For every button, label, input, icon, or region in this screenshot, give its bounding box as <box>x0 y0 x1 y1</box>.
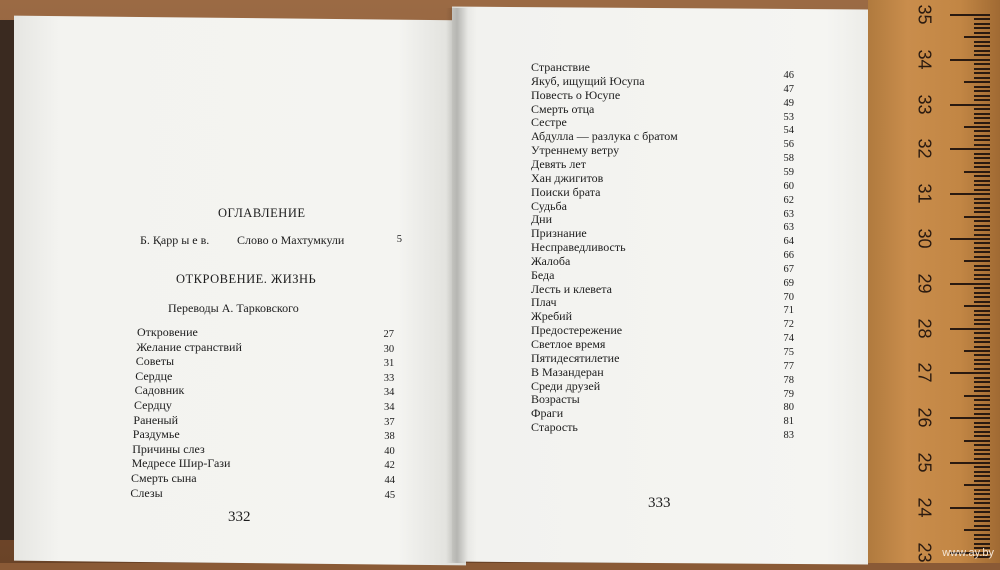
ruler-tick <box>974 489 990 491</box>
toc-entry-page: 75 <box>783 347 794 358</box>
toc-entry-title: Медресе Шир-Гази <box>131 456 231 471</box>
toc-entry-title: Фраги <box>531 406 564 421</box>
ruler-tick <box>974 399 990 401</box>
toc-entry-page: 47 <box>783 83 794 95</box>
toc-entry-page: 58 <box>783 153 794 165</box>
ruler-tick <box>974 63 990 65</box>
ruler-tick <box>974 287 990 289</box>
ruler-tick <box>974 130 990 132</box>
toc-entry-page: 63 <box>783 208 794 220</box>
toc-entry-title: Слезы <box>130 485 163 500</box>
ruler-tick <box>974 292 990 294</box>
ruler-tick <box>974 144 990 146</box>
toc-entry-page: 63 <box>783 222 794 234</box>
toc-entry-title: Судьба <box>531 198 567 213</box>
ruler-tick <box>974 166 990 168</box>
toc-entry-title: Абдулла — разлука с братом <box>531 129 678 144</box>
toc-entry-page: 33 <box>383 372 395 384</box>
toc-entry-title: Поиски брата <box>531 184 601 199</box>
toc-entry-page: 34 <box>384 402 395 413</box>
toc-entry-title: Сестре <box>531 115 567 130</box>
intro-page: 5 <box>396 234 402 245</box>
toc-entry-page: 83 <box>783 430 794 442</box>
ruler-tick <box>974 274 990 276</box>
ruler-label: 29 <box>914 273 935 294</box>
toc-entry-title: Раздумье <box>132 427 180 442</box>
toc-entry-title: Причины слез <box>132 441 205 456</box>
ruler-tick <box>974 41 990 43</box>
ruler-label: 33 <box>914 94 935 115</box>
toc-entry-page: 49 <box>783 97 794 109</box>
toc-entry-page: 44 <box>384 475 395 486</box>
toc-entry-title: Жалоба <box>531 253 571 268</box>
toc-entry-title: Смерть сына <box>131 471 197 485</box>
ruler-tick <box>974 23 990 25</box>
ruler-tick <box>974 475 990 477</box>
ruler-tick <box>950 59 990 61</box>
ruler-tick <box>964 350 990 352</box>
toc-entry-title: Пятидесятилетие <box>531 350 620 365</box>
ruler-label: 31 <box>914 183 935 204</box>
toc-entry-page: 27 <box>383 329 394 340</box>
toc-heading: ОГЛАВЛЕНИЕ <box>218 206 306 220</box>
ruler-tick <box>974 27 990 29</box>
ruler-tick <box>974 265 990 267</box>
ruler-label: 32 <box>914 138 935 159</box>
ruler-tick <box>974 77 990 79</box>
toc-entry-page: 81 <box>783 416 794 428</box>
ruler-tick <box>974 247 990 249</box>
ruler-tick <box>974 525 990 527</box>
toc-entry-page: 80 <box>783 402 794 414</box>
ruler-tick <box>964 81 990 83</box>
toc-entry-page: 30 <box>383 343 395 355</box>
ruler-tick <box>974 108 990 110</box>
toc-entry-page: 70 <box>783 291 794 303</box>
ruler-tick <box>974 314 990 316</box>
ruler-tick <box>974 323 990 325</box>
ruler-tick <box>974 534 990 536</box>
ruler-tick <box>974 72 990 74</box>
ruler-tick <box>974 354 990 356</box>
ruler-tick <box>974 431 990 433</box>
ruler-tick <box>974 458 990 460</box>
ruler-tick <box>950 372 990 374</box>
ruler-tick <box>974 242 990 244</box>
ruler-tick <box>974 310 990 312</box>
ruler-tick <box>974 117 990 119</box>
ruler-tick <box>974 211 990 213</box>
ruler-tick <box>964 260 990 262</box>
ruler-tick <box>974 296 990 298</box>
ruler-tick <box>974 95 990 97</box>
toc-entry-page: 54 <box>783 125 794 137</box>
ruler-tick <box>974 444 990 446</box>
ruler-tick <box>974 122 990 124</box>
ruler-tick <box>974 135 990 137</box>
ruler-tick <box>964 126 990 128</box>
ruler-tick <box>964 440 990 442</box>
ruler-tick <box>974 493 990 495</box>
ruler-tick <box>964 484 990 486</box>
toc-entry-title: Среди друзей <box>531 378 601 393</box>
ruler-tick <box>974 359 990 361</box>
toc-entry-title: Лесть и клевета <box>531 281 612 296</box>
toc-entry-page: 77 <box>783 360 794 372</box>
ruler-tick <box>974 50 990 52</box>
ruler-tick <box>974 538 990 540</box>
toc-entry-title: Сердцу <box>134 398 172 412</box>
ruler-tick <box>974 363 990 365</box>
toc-entry-title: Сердце <box>135 368 173 383</box>
ruler-tick <box>950 283 990 285</box>
ruler-label: 35 <box>914 4 935 25</box>
toc-entry-title: Жребий <box>531 309 573 324</box>
ruler-tick <box>974 113 990 115</box>
intro-author: Б. Қарр ы е в. <box>140 233 210 247</box>
ruler-tick <box>950 507 990 509</box>
ruler-tick <box>974 449 990 451</box>
ruler-tick <box>974 408 990 410</box>
left-page <box>14 16 466 566</box>
ruler-tick <box>974 337 990 339</box>
ruler-tick <box>950 328 990 330</box>
ruler-tick <box>974 341 990 343</box>
toc-entry-page: 45 <box>384 489 396 501</box>
toc-entry-page: 37 <box>384 416 395 428</box>
ruler-tick <box>974 413 990 415</box>
toc-entry-page: 62 <box>783 194 794 206</box>
toc-entry-page: 60 <box>783 180 794 192</box>
toc-entry-title: Утреннему ветру <box>531 143 620 158</box>
toc-entry-title: Откровение <box>137 325 198 339</box>
toc-entry-title: Несправедливость <box>531 240 626 255</box>
toc-entry-page: 79 <box>783 388 794 400</box>
toc-entry-page: 34 <box>383 387 395 399</box>
ruler-tick <box>974 516 990 518</box>
intro-title: Слово о Махтумкули <box>237 233 345 247</box>
toc-entry-page: 53 <box>783 111 794 123</box>
ruler-tick <box>950 193 990 195</box>
ruler-label: 25 <box>914 452 935 473</box>
toc-entry-page: 71 <box>783 305 794 317</box>
toc-entry-page: 46 <box>783 70 794 81</box>
toc-entry-page: 64 <box>783 236 794 248</box>
ruler-tick <box>974 543 990 545</box>
watermark: www.ay.by <box>942 547 994 559</box>
toc-entry-title: Советы <box>135 354 175 369</box>
ruler-tick <box>974 269 990 271</box>
toc-entry-title: Якуб, ищущий Юсупа <box>531 73 645 88</box>
toc-entry-page: 59 <box>783 166 794 178</box>
ruler-tick <box>974 251 990 253</box>
ruler-label: 27 <box>914 362 935 383</box>
ruler-tick <box>974 466 990 468</box>
left-page-number: 332 <box>228 509 251 525</box>
toc-entry-page: 67 <box>783 263 794 275</box>
right-page <box>452 7 868 565</box>
ruler-tick <box>974 278 990 280</box>
ruler-tick <box>974 90 990 92</box>
ruler-tick <box>974 422 990 424</box>
translator-line: Переводы А. Тарковского <box>168 301 299 315</box>
ruler-tick <box>964 529 990 531</box>
ruler-tick <box>974 184 990 186</box>
ruler-tick <box>974 390 990 392</box>
ruler-tick <box>974 139 990 141</box>
ruler-tick <box>974 157 990 159</box>
toc-entry-title: Дни <box>531 212 553 227</box>
ruler-tick <box>974 381 990 383</box>
ruler-tick <box>974 319 990 321</box>
ruler-tick <box>974 368 990 370</box>
ruler-tick <box>974 86 990 88</box>
toc-entry-title: Беда <box>531 267 555 282</box>
ruler-tick <box>974 301 990 303</box>
section-title: ОТКРОВЕНИЕ. ЖИЗНЬ <box>176 272 317 286</box>
ruler-tick <box>974 502 990 504</box>
toc-entry-page: 40 <box>384 445 395 457</box>
ruler-tick <box>974 54 990 56</box>
toc-entry-page: 31 <box>383 358 395 370</box>
ruler-tick <box>974 435 990 437</box>
ruler-tick <box>964 395 990 397</box>
toc-entry-title: Предостережение <box>531 323 623 338</box>
ruler-tick <box>974 498 990 500</box>
ruler-tick <box>974 234 990 236</box>
toc-entry-page: 66 <box>783 250 794 262</box>
ruler-label: 28 <box>914 318 935 339</box>
toc-entry-title: Садовник <box>134 383 185 398</box>
toc-entry-page: 74 <box>783 333 794 345</box>
ruler-tick <box>974 520 990 522</box>
ruler-tick <box>950 417 990 419</box>
ruler-tick <box>974 153 990 155</box>
toc-entry-page: 38 <box>384 431 395 443</box>
ruler-tick <box>964 36 990 38</box>
toc-entry-title: Раненый <box>133 412 179 427</box>
ruler-tick <box>974 45 990 47</box>
ruler-label: 34 <box>914 49 935 70</box>
ruler-tick <box>974 332 990 334</box>
toc-entry-title: Хан джигитов <box>531 170 604 185</box>
ruler-label: 30 <box>914 228 935 249</box>
ruler-tick <box>950 104 990 106</box>
ruler-tick <box>950 238 990 240</box>
ruler-tick <box>974 68 990 70</box>
ruler-tick <box>974 229 990 231</box>
ruler-label: 24 <box>914 497 935 518</box>
ruler-tick <box>974 386 990 388</box>
toc-entry-title: Повесть о Юсупе <box>531 87 621 102</box>
ruler-tick <box>974 180 990 182</box>
ruler-tick <box>974 256 990 258</box>
toc-entry-title: Старость <box>531 420 578 435</box>
ruler-tick <box>964 216 990 218</box>
toc-entry-page: 72 <box>783 319 794 331</box>
ruler-tick <box>974 32 990 34</box>
toc-entry-title: Желание странствий <box>136 339 242 354</box>
book-gutter <box>446 8 468 563</box>
toc-entry-title: Плач <box>531 295 557 310</box>
ruler-tick <box>974 404 990 406</box>
ruler-tick <box>974 175 990 177</box>
ruler-tick <box>974 99 990 101</box>
toc-entry-title: Странствие <box>531 60 590 74</box>
ruler-tick <box>974 207 990 209</box>
ruler-tick <box>974 189 990 191</box>
ruler-tick <box>974 225 990 227</box>
ruler-tick <box>974 480 990 482</box>
ruler-tick <box>974 198 990 200</box>
toc-entry-page: 42 <box>384 460 395 472</box>
ruler-tick <box>974 202 990 204</box>
ruler-tick <box>974 453 990 455</box>
ruler-label: 26 <box>914 407 935 428</box>
ruler-tick <box>950 14 990 16</box>
ruler-tick <box>974 18 990 20</box>
right-page-number: 333 <box>648 495 671 511</box>
ruler-tick <box>974 511 990 513</box>
ruler-tick <box>974 471 990 473</box>
ruler-tick <box>974 426 990 428</box>
ruler-tick <box>974 162 990 164</box>
ruler-tick <box>974 220 990 222</box>
ruler-label: 23 <box>914 542 935 563</box>
toc-entry-title: Девять лет <box>531 156 586 171</box>
ruler-tick <box>974 377 990 379</box>
ruler-tick <box>950 462 990 464</box>
toc-entry-title: Светлое время <box>531 337 606 351</box>
toc-entry-title: Возрасты <box>531 392 580 407</box>
ruler-tick <box>964 305 990 307</box>
toc-entry-page: 69 <box>783 277 794 289</box>
toc-entry-title: Смерть отца <box>531 101 595 116</box>
ruler-tick <box>964 171 990 173</box>
ruler-tick <box>950 148 990 150</box>
toc-entry-page: 56 <box>783 139 794 151</box>
ruler-tick <box>974 346 990 348</box>
toc-entry-title: В Мазандеран <box>531 364 604 379</box>
toc-entry-title: Признание <box>531 226 587 241</box>
toc-entry-page: 78 <box>783 374 794 386</box>
